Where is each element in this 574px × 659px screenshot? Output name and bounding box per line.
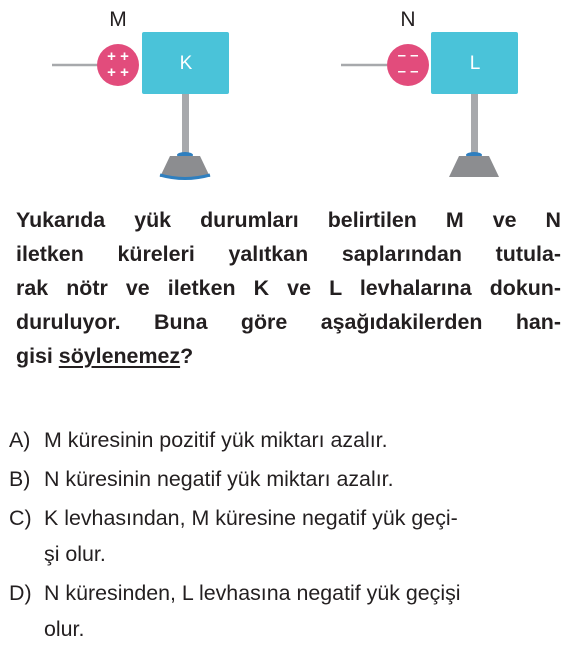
electroscope-figure bbox=[0, 0, 574, 190]
question-line-3: rak nötr ve iletken K ve L levhalarına dokun- bbox=[16, 276, 561, 300]
stand-base-k bbox=[160, 156, 210, 177]
question-line-5 bbox=[16, 339, 561, 373]
question-line-2: iletken küreleri yalıtkan saplarından tutula- bbox=[16, 242, 561, 266]
option-b-line-1: N küresinin negatif yük miktarı azalır. bbox=[44, 467, 394, 491]
option-a-text bbox=[44, 422, 564, 458]
left-setup bbox=[52, 8, 229, 179]
option-a[interactable] bbox=[9, 422, 564, 458]
stand-rod-l bbox=[471, 94, 478, 154]
question-line-5-start: gisi bbox=[16, 344, 59, 368]
sphere-m-charges-bottom: + + bbox=[107, 64, 129, 81]
label-n: N bbox=[400, 8, 416, 31]
stand-base-l bbox=[449, 156, 499, 177]
question-line-1: Yukarıda yük durumları belirtilen M ve N bbox=[16, 208, 561, 232]
answer-options bbox=[9, 422, 564, 650]
option-c-line-2: şi olur. bbox=[44, 542, 106, 566]
option-b[interactable] bbox=[9, 461, 564, 497]
label-m: M bbox=[109, 8, 127, 31]
sphere-m-charges-top: + + bbox=[107, 48, 129, 65]
option-d-line-2: olur. bbox=[44, 617, 85, 641]
option-c-text bbox=[44, 500, 564, 572]
option-c[interactable] bbox=[9, 500, 564, 572]
question-line-4: duruluyor. Buna göre aşağıdakilerden han- bbox=[16, 310, 561, 334]
question-stem bbox=[16, 203, 561, 373]
option-d-text bbox=[44, 575, 564, 647]
option-d[interactable] bbox=[9, 575, 564, 647]
sphere-n-charges-bottom: – – bbox=[397, 63, 419, 80]
option-d-letter: D) bbox=[9, 581, 32, 605]
plate-k-label: K bbox=[179, 53, 193, 74]
option-b-letter: B) bbox=[9, 467, 31, 491]
sphere-n-charges-top: – – bbox=[397, 47, 419, 64]
option-b-text bbox=[44, 461, 564, 497]
plate-l-label: L bbox=[469, 53, 481, 74]
option-a-letter: A) bbox=[9, 428, 31, 452]
option-c-letter: C) bbox=[9, 506, 32, 530]
option-a-line-1: M küresinin pozitif yük miktarı azalır. bbox=[44, 428, 388, 452]
option-d-line-1: N küresinden, L levhasına negatif yük geçişi bbox=[44, 581, 461, 605]
option-c-line-1: K levhasından, M küresine negatif yük geçi- bbox=[44, 506, 458, 530]
right-setup bbox=[341, 8, 518, 177]
negative-keyword: söylenemez bbox=[58, 344, 181, 368]
stand-rod-k bbox=[182, 94, 189, 154]
question-mark: ? bbox=[180, 344, 194, 368]
